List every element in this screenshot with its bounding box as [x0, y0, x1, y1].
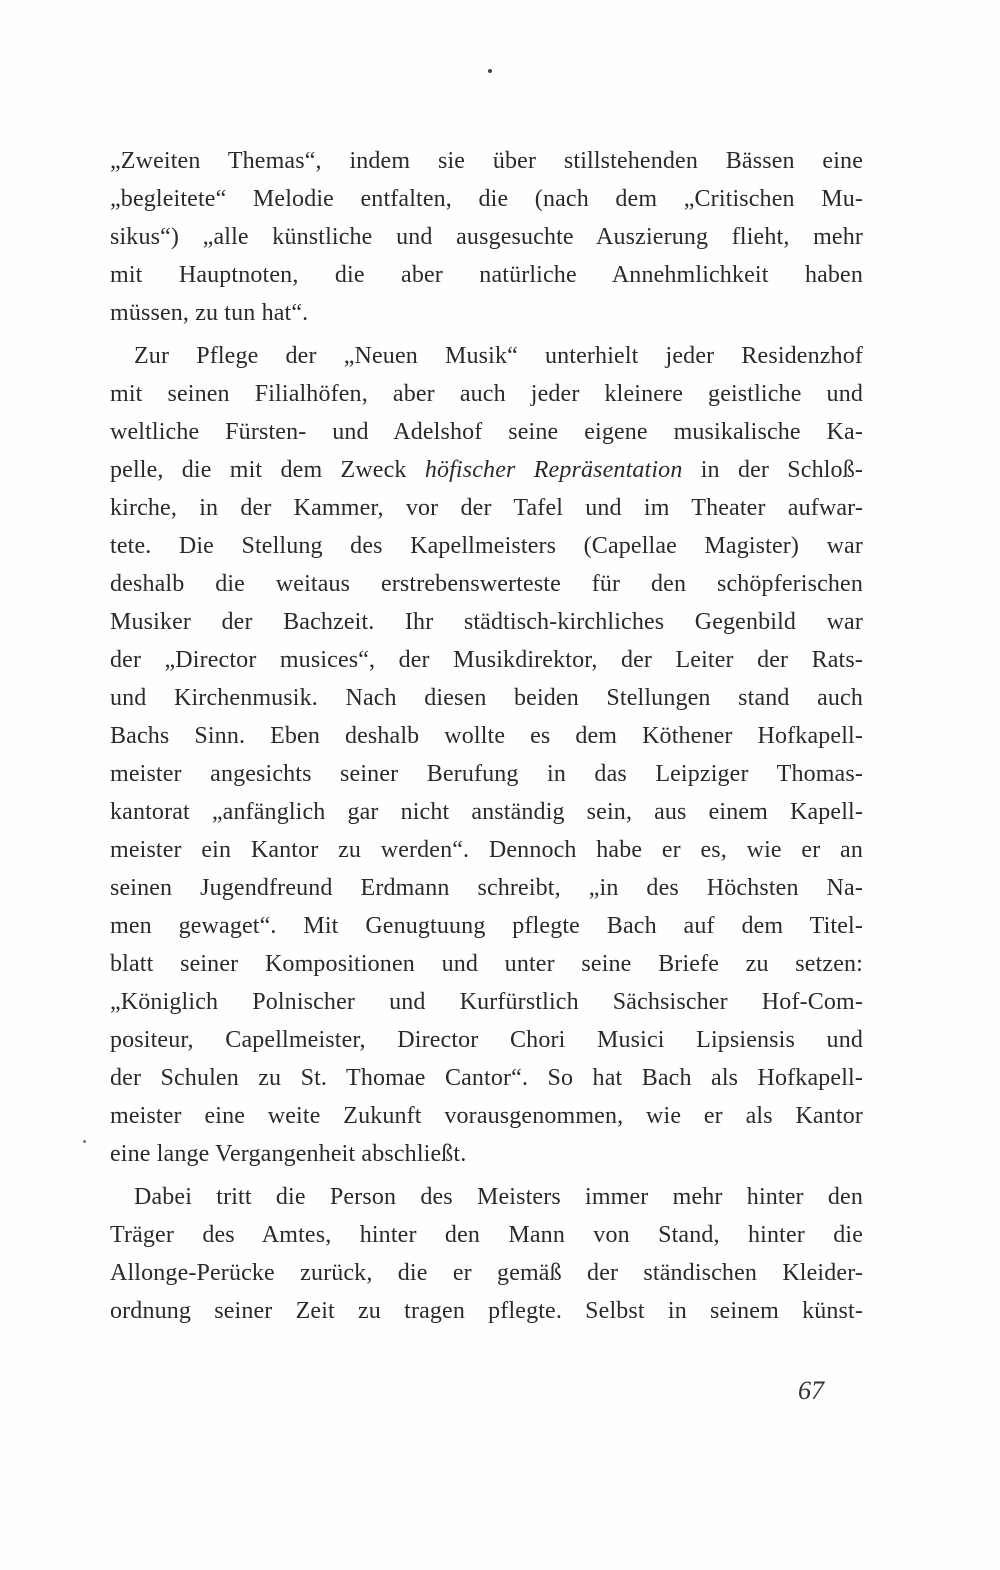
- print-speck: [488, 69, 492, 73]
- text-line: Träger des Amtes, hinter den Mann von Stand, hinter die: [110, 1222, 863, 1248]
- text-line: und Kirchenmusik. Nach diesen beiden Stellungen stand auch: [110, 685, 863, 711]
- text-line: men gewaget“. Mit Genugtuung pflegte Bach auf dem Titel-: [110, 913, 863, 939]
- print-speck: [83, 1140, 86, 1143]
- text-line: sikus“) „alle künstliche und ausgesuchte Auszierung flieht, mehr: [110, 224, 863, 250]
- page-number: 67: [798, 1376, 824, 1405]
- text-line: mit Hauptnoten, die aber natürliche Annehmlichkeit haben: [110, 262, 863, 288]
- text-line: meister eine weite Zukunft vorausgenommen, wie er als Kantor: [110, 1103, 863, 1129]
- text-line: meister angesichts seiner Berufung in das Leipziger Thomas-: [110, 761, 863, 787]
- text-line: ordnung seiner Zeit zu tragen pflegte. Selbst in seinem künst-: [110, 1298, 863, 1324]
- text-segment: pelle, die mit dem Zweck: [110, 457, 407, 483]
- text-segment: in der Schloß-: [700, 457, 863, 483]
- text-line: seinen Jugendfreund Erdmann schreibt, „in des Höchsten Na-: [110, 875, 863, 901]
- text-line: Musiker der Bachzeit. Ihr städtisch-kirchliches Gegenbild war: [110, 609, 863, 635]
- text-line: meister ein Kantor zu werden“. Dennoch habe er es, wie er an: [110, 837, 863, 863]
- text-line: Allonge-Perücke zurück, die er gemäß der ständischen Kleider-: [110, 1260, 863, 1286]
- text-line: [110, 455, 863, 485]
- text-line: deshalb die weitaus erstrebenswerteste für den schöpferischen: [110, 571, 863, 597]
- text-line: der „Director musices“, der Musikdirektor, der Leiter der Rats-: [110, 647, 863, 673]
- text-line: „Zweiten Themas“, indem sie über stillstehenden Bässen eine: [110, 148, 863, 174]
- text-line: mit seinen Filialhöfen, aber auch jeder kleinere geistliche und: [110, 381, 863, 407]
- text-line: der Schulen zu St. Thomae Cantor“. So hat Bach als Hofkapell-: [110, 1065, 863, 1091]
- text-line: „Königlich Polnischer und Kurfürstlich Sächsischer Hof-Com-: [110, 989, 863, 1015]
- text-line: weltliche Fürsten- und Adelshof seine eigene musikalische Ka-: [110, 419, 863, 445]
- text-line: tete. Die Stellung des Kapellmeisters (Capellae Magister) war: [110, 533, 863, 559]
- text-line: kirche, in der Kammer, vor der Tafel und im Theater aufwar-: [110, 495, 863, 521]
- text-line: „begleitete“ Melodie entfalten, die (nach dem „Critischen Mu-: [110, 186, 863, 212]
- paragraph-first-line: Zur Pflege der „Neuen Musik“ unterhielt jeder Residenzhof: [134, 343, 863, 369]
- text-line: müssen, zu tun hat“.: [110, 300, 309, 326]
- text-line: kantorat „anfänglich gar nicht anständig sein, aus einem Kapell-: [110, 799, 863, 825]
- text-line: blatt seiner Kompositionen und unter seine Briefe zu setzen:: [110, 951, 863, 977]
- text-line: Bachs Sinn. Eben deshalb wollte es dem Köthener Hofkapell-: [110, 723, 863, 749]
- paragraph-first-line: Dabei tritt die Person des Meisters immer mehr hinter den: [134, 1184, 863, 1210]
- italic-phrase: höfischer Repräsentation: [424, 457, 683, 483]
- text-line: eine lange Vergangenheit abschließt.: [110, 1141, 467, 1167]
- text-line: positeur, Capellmeister, Director Chori Musici Lipsiensis und: [110, 1027, 863, 1053]
